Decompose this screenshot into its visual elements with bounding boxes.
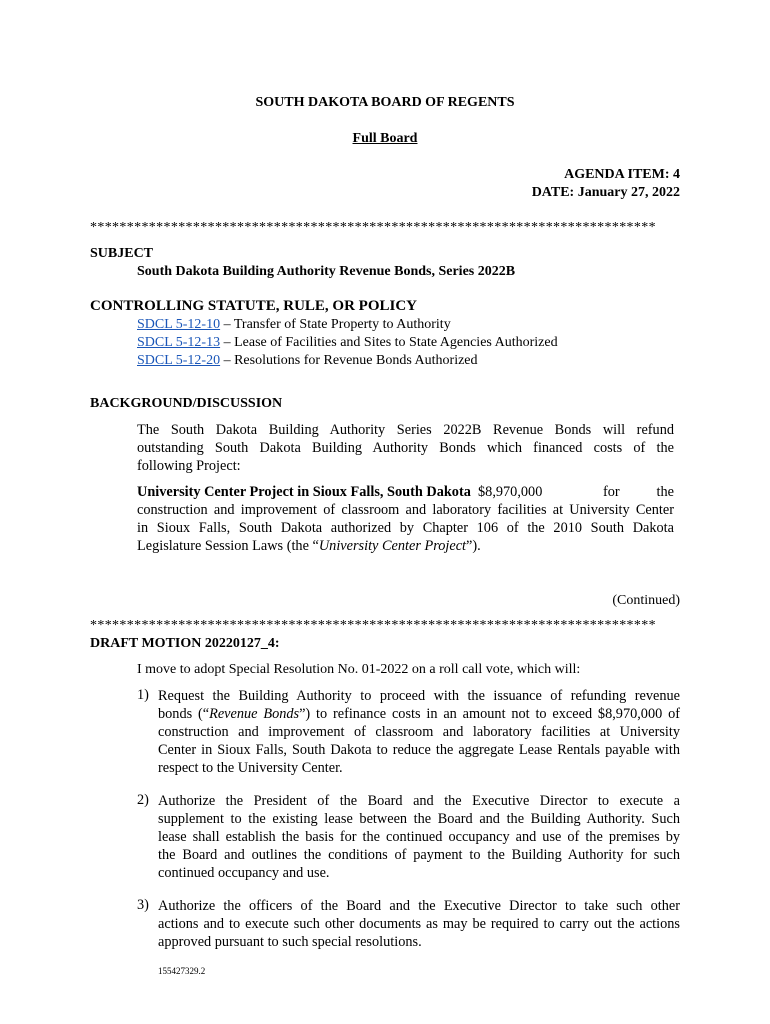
project-amount: $8,970,000 xyxy=(478,484,543,500)
motion-item-number: 1) xyxy=(137,687,149,703)
agenda-date: DATE: January 27, 2022 xyxy=(531,185,680,200)
motion-item-1: Request the Building Authority to proceed with the issuance of refunding revenue bonds (“Revenue Bonds”) to refinance costs in an amount not to exceed $8,970,000 of construction and improvement of classroom and laboratory facilities at University Center in Sioux Falls, South Dakota to reduce the aggregate Lease Rentals payable with respect to the University Center. xyxy=(158,688,680,776)
statute-item: SDCL 5-12-13 – Lease of Facilities and Sites to State Agencies Authorized xyxy=(137,335,558,350)
motion-item-number: 2) xyxy=(137,792,149,808)
background-heading: BACKGROUND/DISCUSSION xyxy=(90,396,283,411)
motion-item-2: Authorize the President of the Board and the Executive Director to execute a supplement to the existing lease between the Board and the Building Authority. Such lease shall establish the basis for the continued occupancy and use of the premises by the Board and outlines the conditions of payment to the Building Authority for such continued occupancy and use. xyxy=(158,793,680,881)
separator-top: ***************************************************************************** xyxy=(90,220,656,235)
board-title: Full Board xyxy=(352,131,418,146)
subject-heading: SUBJECT xyxy=(90,246,154,261)
motion-item-number: 3) xyxy=(137,897,149,913)
subject-text: South Dakota Building Authority Revenue Bonds, Series 2022B xyxy=(137,264,516,279)
org-title: SOUTH DAKOTA BOARD OF REGENTS xyxy=(255,95,515,110)
agenda-item: AGENDA ITEM: 4 xyxy=(564,167,680,182)
motion-item-3: Authorize the officers of the Board and the Executive Director to take such other actions and to execute such other documents as may be required to carry out the actions approved pursuant to such special resolutions. xyxy=(158,898,680,950)
motion-intro: I move to adopt Special Resolution No. 01-2022 on a roll call vote, which will: xyxy=(137,662,581,677)
continued-note: (Continued) xyxy=(612,593,680,608)
statute-link-5-12-13[interactable]: SDCL 5-12-13 xyxy=(137,335,221,350)
background-paragraph: The South Dakota Building Authority Series 2022B Revenue Bonds will refund outstanding South Dakota Building Authority Bonds which financed costs of the following Project: xyxy=(137,422,674,474)
statute-link-5-12-10[interactable]: SDCL 5-12-10 xyxy=(137,317,221,332)
project-title: University Center Project in Sioux Falls, South Dakota xyxy=(137,484,471,500)
statute-item: SDCL 5-12-20 – Resolutions for Revenue Bonds Authorized xyxy=(137,353,478,368)
statute-link-5-12-20[interactable]: SDCL 5-12-20 xyxy=(137,353,221,368)
statute-item: SDCL 5-12-10 – Transfer of State Property to Authority xyxy=(137,317,451,332)
project-paragraph: University Center Project in Sioux Falls, South Dakota $8,970,000 for the construction and improvement of classroom and laboratory facilities at University Center in Sioux Falls, South Dakota authorized by Chapter 106 of the 2010 South Dakota Legislature Session Laws (the “University Center Project”). xyxy=(137,484,674,554)
document-id: 155427329.2 xyxy=(158,966,206,976)
separator-bottom: ***************************************************************************** xyxy=(90,618,656,633)
statute-heading: CONTROLLING STATUTE, RULE, OR POLICY xyxy=(90,298,417,314)
motion-heading: DRAFT MOTION 20220127_4: xyxy=(90,636,280,651)
